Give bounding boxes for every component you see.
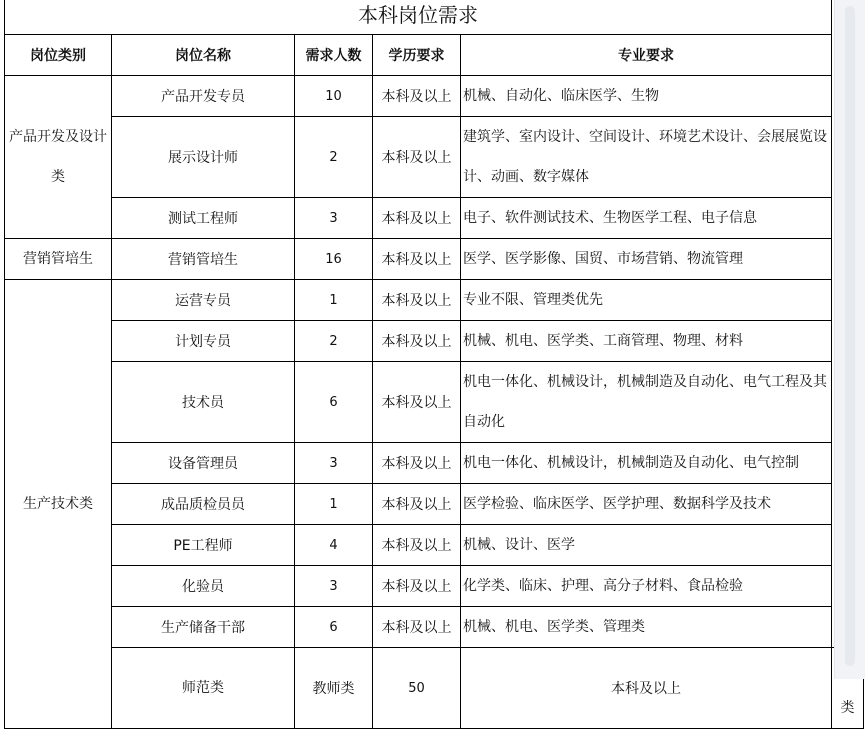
major-cell: 电子、软件测试技术、生物医学工程、电子信息	[461, 198, 832, 239]
count-cell: 3	[295, 198, 373, 239]
category-cell: 师范类	[112, 648, 295, 729]
table-row	[5, 607, 864, 648]
table-title: 本科岗位需求	[5, 0, 832, 35]
position-cell: 教师类	[295, 648, 373, 729]
count-cell: 6	[295, 607, 373, 648]
count-cell: 1	[295, 280, 373, 321]
education-cell: 本科及以上	[373, 484, 461, 525]
education-cell: 本科及以上	[373, 280, 461, 321]
major-cell: 类	[832, 648, 864, 729]
position-cell: 展示设计师	[112, 117, 295, 198]
education-cell: 本科及以上	[373, 607, 461, 648]
count-cell: 3	[295, 566, 373, 607]
header-category: 岗位类别	[5, 35, 112, 76]
position-cell: 化验员	[112, 566, 295, 607]
major-cell: 医学检验、临床医学、医学护理、数据科学及技术	[461, 484, 832, 525]
education-cell: 本科及以上	[373, 566, 461, 607]
header-education: 学历要求	[373, 35, 461, 76]
scrollbar-thumb[interactable]	[845, 6, 855, 666]
education-cell: 本科及以上	[373, 443, 461, 484]
count-cell: 50	[373, 648, 461, 729]
education-cell: 本科及以上	[461, 648, 832, 729]
table-row	[5, 280, 864, 321]
major-cell: 机电一体化、机械设计，机械制造及自动化、电气工程及其自动化	[461, 362, 832, 443]
position-cell: 技术员	[112, 362, 295, 443]
position-cell: 成品质检员员	[112, 484, 295, 525]
major-cell: 专业不限、管理类优先	[461, 280, 832, 321]
table-row	[5, 117, 864, 198]
count-cell: 2	[295, 321, 373, 362]
table-row	[5, 198, 864, 239]
count-cell: 6	[295, 362, 373, 443]
education-cell: 本科及以上	[373, 321, 461, 362]
major-cell: 机械、机电、医学类、工商管理、物理、材料	[461, 321, 832, 362]
table-row	[5, 239, 864, 280]
category-cell: 生产技术类	[5, 280, 112, 729]
table-row	[5, 321, 864, 362]
count-cell: 3	[295, 443, 373, 484]
position-cell: 运营专员	[112, 280, 295, 321]
table-row	[5, 76, 864, 117]
position-cell: 设备管理员	[112, 443, 295, 484]
header-major: 专业要求	[461, 35, 832, 76]
table-row	[5, 648, 864, 729]
table-row	[5, 362, 864, 443]
table-row	[5, 484, 864, 525]
education-cell: 本科及以上	[373, 76, 461, 117]
table-row	[5, 525, 864, 566]
education-cell: 本科及以上	[373, 198, 461, 239]
position-cell: 营销管培生	[112, 239, 295, 280]
category-cell: 营销管培生	[5, 239, 112, 280]
position-cell: 计划专员	[112, 321, 295, 362]
position-cell: 测试工程师	[112, 198, 295, 239]
count-cell: 1	[295, 484, 373, 525]
major-cell: 机械、自动化、临床医学、生物	[461, 76, 832, 117]
header-position: 岗位名称	[112, 35, 295, 76]
major-cell: 建筑学、室内设计、空间设计、环境艺术设计、会展展览设计、动画、数字媒体	[461, 117, 832, 198]
table-row	[5, 566, 864, 607]
education-cell: 本科及以上	[373, 239, 461, 280]
count-cell: 2	[295, 117, 373, 198]
position-cell: PE工程师	[112, 525, 295, 566]
count-cell: 10	[295, 76, 373, 117]
category-cell: 产品开发及设计类	[5, 76, 112, 239]
education-cell: 本科及以上	[373, 525, 461, 566]
position-cell: 产品开发专员	[112, 76, 295, 117]
count-cell: 4	[295, 525, 373, 566]
count-cell: 16	[295, 239, 373, 280]
education-cell: 本科及以上	[373, 362, 461, 443]
education-cell: 本科及以上	[373, 117, 461, 198]
major-cell: 机电一体化、机械设计，机械制造及自动化、电气控制	[461, 443, 832, 484]
major-cell: 机械、机电、医学类、管理类	[461, 607, 832, 648]
table-row	[5, 443, 864, 484]
major-cell: 机械、设计、医学	[461, 525, 832, 566]
major-cell: 医学、医学影像、国贸、市场营销、物流管理	[461, 239, 832, 280]
major-cell: 化学类、临床、护理、高分子材料、食品检验	[461, 566, 832, 607]
header-count: 需求人数	[295, 35, 373, 76]
vertical-scrollbar[interactable]	[834, 0, 865, 679]
job-requirements-table	[4, 0, 864, 729]
position-cell: 生产储备干部	[112, 607, 295, 648]
